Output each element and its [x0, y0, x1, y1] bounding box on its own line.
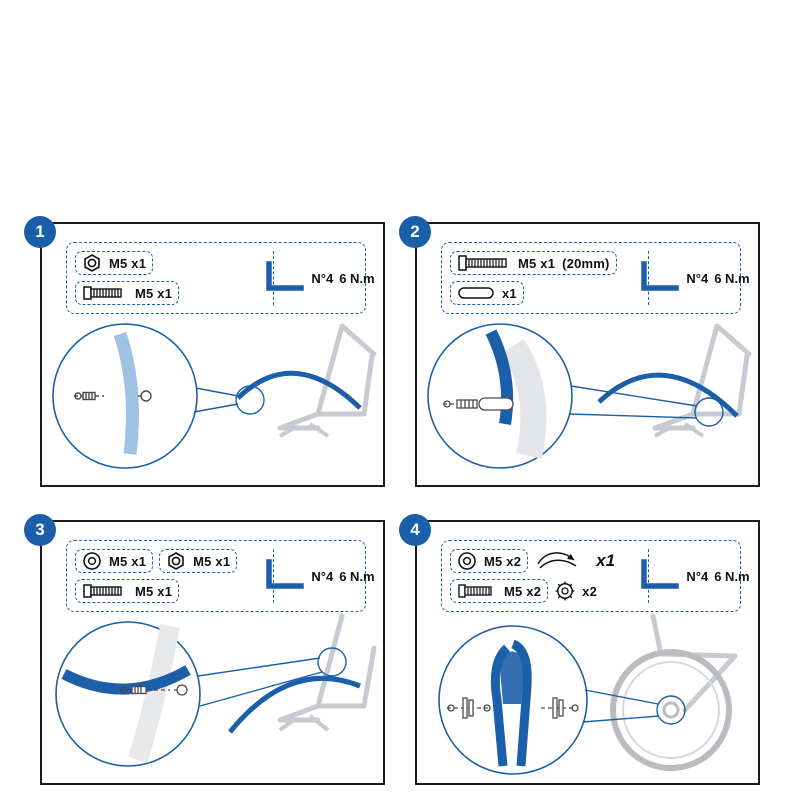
part-chip — [450, 281, 524, 305]
part-chip — [75, 549, 153, 573]
part-label: M5 x1 — [109, 553, 147, 569]
parts-list-4 — [442, 541, 648, 611]
step-panel-1 — [40, 222, 385, 487]
step-panel-3 — [40, 520, 385, 785]
part-chip — [159, 549, 237, 573]
part-label: M5 x1 — [135, 583, 173, 599]
parts-list-1 — [67, 243, 273, 313]
tool-name-label: N°4 — [686, 270, 709, 286]
parts-divider — [648, 251, 649, 305]
parts-box-3 — [66, 540, 375, 612]
parts-box-1 — [66, 242, 375, 314]
allen-key-icon — [263, 556, 305, 596]
swap-arrow-icon — [534, 548, 590, 574]
parts-divider — [273, 549, 274, 603]
torque-label: 6 N.m — [339, 568, 375, 584]
washer-icon — [82, 551, 102, 571]
part-label: M5 x1 — [518, 255, 556, 271]
allen-key-icon — [638, 258, 680, 298]
diagram-step-2 — [417, 316, 758, 486]
tool-area-2 — [648, 243, 750, 313]
allen-key-icon — [638, 556, 680, 596]
tool-spec — [263, 258, 374, 298]
part-chip — [450, 549, 528, 573]
part-label: M5 x1 — [193, 553, 231, 569]
tool-name-label: N°4 — [686, 568, 709, 584]
part-row — [75, 280, 267, 306]
part-note: (20mm) — [562, 255, 610, 271]
parts-box-2 — [441, 242, 750, 314]
step-number: 2 — [410, 222, 420, 241]
nut-icon — [166, 551, 186, 571]
part-chip — [450, 251, 617, 275]
step-badge-3 — [24, 514, 56, 546]
diagram-step-1 — [42, 316, 383, 486]
part-chip — [75, 251, 153, 275]
tool-area-1 — [273, 243, 375, 313]
diagram-step-3 — [42, 614, 383, 784]
part-label: x1 — [502, 285, 517, 301]
tool-spec — [638, 258, 749, 298]
step-badge-2 — [399, 216, 431, 248]
part-label: M5 x2 — [484, 553, 522, 569]
part-row — [450, 280, 642, 306]
screw-icon — [82, 582, 128, 600]
parts-divider — [273, 251, 274, 305]
step-number: 4 — [410, 520, 420, 539]
part-row — [75, 578, 267, 604]
tool-name-label: N°4 — [311, 270, 334, 286]
part-row — [450, 250, 642, 276]
tool-area-3 — [273, 541, 375, 611]
nut-icon — [82, 253, 102, 273]
part-label: M5 x1 — [135, 285, 173, 301]
torque-label: 6 N.m — [714, 270, 750, 286]
allen-key-icon — [263, 258, 305, 298]
part-label: M5 x2 — [504, 583, 542, 599]
callout-quantity: x1 — [596, 551, 616, 570]
part-row — [75, 548, 267, 574]
parts-divider — [648, 549, 649, 603]
diagram-step-4 — [417, 614, 758, 784]
tool-name-label: N°4 — [311, 568, 334, 584]
tool-spec — [263, 556, 374, 596]
gear-nut-icon — [554, 580, 576, 602]
parts-box-4 — [441, 540, 750, 612]
torque-label: 6 N.m — [714, 568, 750, 584]
part-chip — [450, 579, 548, 603]
parts-list-2 — [442, 243, 648, 313]
torque-label: 6 N.m — [339, 270, 375, 286]
part-label: M5 x1 — [109, 255, 147, 271]
parts-list-3 — [67, 541, 273, 611]
part-row — [450, 548, 642, 574]
part-row — [450, 578, 642, 604]
spacer-icon — [457, 285, 495, 301]
step-panel-4 — [415, 520, 760, 785]
tool-spec — [638, 556, 749, 596]
long-bolt-icon — [457, 254, 511, 272]
screw-icon — [82, 284, 128, 302]
washer-icon — [457, 551, 477, 571]
step-panel-2 — [415, 222, 760, 487]
part-row — [75, 250, 267, 276]
part-chip — [75, 579, 179, 603]
step-number: 1 — [35, 222, 45, 241]
part-note: x2 — [582, 583, 598, 599]
step-number: 3 — [35, 520, 45, 539]
screw-icon — [457, 583, 497, 599]
part-chip — [75, 281, 179, 305]
step-badge-4 — [399, 514, 431, 546]
tool-area-4 — [648, 541, 750, 611]
step-badge-1 — [24, 216, 56, 248]
